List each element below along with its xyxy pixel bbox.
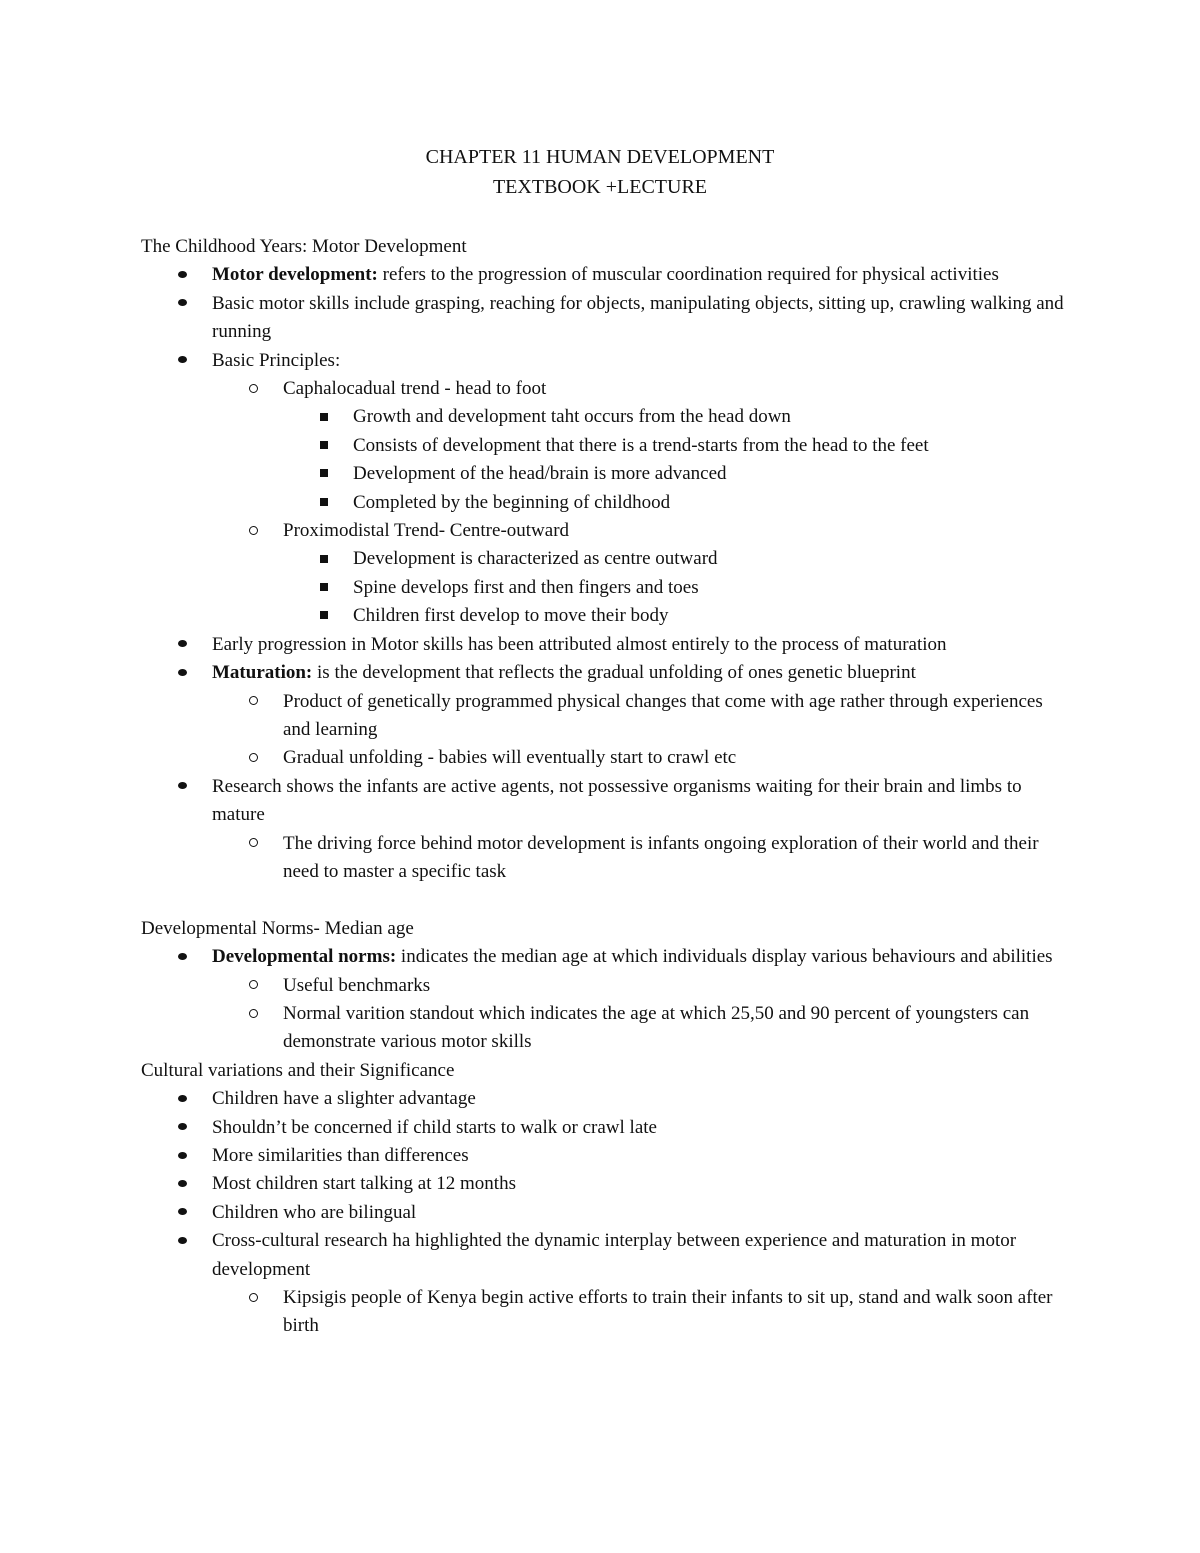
list-item bbox=[141, 631, 1066, 659]
list-item-text: Gradual unfolding - babies will eventually start to crawl etc bbox=[283, 747, 737, 769]
hollow-bullet-icon bbox=[243, 688, 263, 716]
list-item bbox=[141, 1199, 1066, 1227]
list-item bbox=[141, 1085, 1066, 1113]
list-item-text: indicates the median age at which individuals display various behaviours and abilities bbox=[396, 946, 1053, 968]
term-label: Motor development: bbox=[212, 264, 378, 286]
hollow-bullet-icon bbox=[243, 830, 263, 858]
document-title bbox=[0, 142, 1200, 202]
list-item bbox=[141, 403, 1066, 431]
filled-bullet-icon bbox=[172, 290, 192, 318]
list-item-text: Shouldn’t be concerned if child starts to walk or crawl late bbox=[212, 1116, 657, 1138]
filled-bullet-icon bbox=[172, 1170, 192, 1198]
list-item-text: is the development that reflects the gradual unfolding of ones genetic blueprint bbox=[312, 662, 916, 684]
list-item bbox=[141, 1227, 1066, 1284]
list-item bbox=[141, 574, 1066, 602]
list-item-text: Proximodistal Trend- Centre-outward bbox=[283, 520, 570, 542]
filled-bullet-icon bbox=[172, 347, 192, 375]
list-item-text: Useful benchmarks bbox=[283, 974, 431, 996]
filled-bullet-icon bbox=[172, 1142, 192, 1170]
filled-bullet-icon bbox=[172, 261, 192, 289]
list-item-text: Growth and development taht occurs from the head down bbox=[353, 406, 791, 428]
filled-bullet-icon bbox=[172, 773, 192, 801]
square-bullet-icon bbox=[314, 460, 334, 488]
hollow-bullet-icon bbox=[243, 517, 263, 545]
list-item bbox=[141, 1284, 1066, 1341]
section-heading: The Childhood Years: Motor Development bbox=[141, 236, 467, 257]
list-item-text: Consists of development that there is a trend-starts from the head to the feet bbox=[353, 434, 929, 456]
list-item bbox=[141, 1000, 1066, 1057]
list-item bbox=[141, 972, 1066, 1000]
list-item bbox=[141, 943, 1066, 971]
list-item bbox=[141, 1142, 1066, 1170]
list-item-text: The driving force behind motor development is infants ongoing exploration of their world and their need to master a specific task bbox=[283, 832, 1039, 882]
hollow-bullet-icon bbox=[243, 1000, 263, 1028]
list-item bbox=[141, 602, 1066, 630]
title-line-2: TEXTBOOK +LECTURE bbox=[492, 176, 708, 198]
list-item-text: Normal varition standout which indicates the age at which 25,50 and 90 percent of youngsters can demonstrate various motor skills bbox=[283, 1002, 1030, 1053]
filled-bullet-icon bbox=[172, 1114, 192, 1142]
list-item-text: Development of the head/brain is more advanced bbox=[353, 463, 727, 485]
list-item bbox=[141, 545, 1066, 573]
list-item-text: Research shows the infants are active agents, not possessive organisms waiting for their brain and limbs to mature bbox=[212, 775, 1022, 826]
list-item-text: Children first develop to move their body bbox=[353, 605, 669, 627]
blank-line bbox=[141, 886, 1066, 914]
list-item-text: Basic Principles: bbox=[212, 349, 341, 371]
list-item bbox=[141, 773, 1066, 830]
list-item bbox=[141, 1170, 1066, 1198]
filled-bullet-icon bbox=[172, 943, 192, 971]
term-label: Maturation: bbox=[212, 662, 313, 684]
title-line-1: CHAPTER 11 HUMAN DEVELOPMENT bbox=[425, 146, 775, 168]
list-item bbox=[141, 688, 1066, 745]
list-item-text: Cross-cultural research ha highlighted the dynamic interplay between experience and maturation in motor development bbox=[212, 1230, 1017, 1280]
list-item bbox=[141, 460, 1066, 488]
list-item-text: Spine develops first and then fingers and toes bbox=[353, 576, 699, 598]
list-item-text: Development is characterized as centre outward bbox=[353, 548, 718, 570]
hollow-bullet-icon bbox=[243, 744, 263, 772]
list-item bbox=[141, 261, 1066, 289]
section-heading: Developmental Norms- Median age bbox=[141, 917, 414, 939]
list-item bbox=[141, 347, 1066, 375]
list-item-text: Product of genetically programmed physical changes that come with age rather through experiences and learning bbox=[283, 690, 1043, 740]
square-bullet-icon bbox=[314, 545, 334, 573]
document-body bbox=[141, 233, 1066, 1341]
square-bullet-icon bbox=[314, 489, 334, 517]
list-item-text: Completed by the beginning of childhood bbox=[353, 491, 671, 513]
square-bullet-icon bbox=[314, 432, 334, 460]
hollow-bullet-icon bbox=[243, 972, 263, 1000]
square-bullet-icon bbox=[314, 602, 334, 630]
square-bullet-icon bbox=[314, 403, 334, 431]
list-item bbox=[141, 517, 1066, 545]
list-item bbox=[141, 1114, 1066, 1142]
filled-bullet-icon bbox=[172, 659, 192, 687]
list-item-text: Most children start talking at 12 months bbox=[212, 1173, 516, 1195]
square-bullet-icon bbox=[314, 574, 334, 602]
list-item bbox=[141, 830, 1066, 887]
bullet-list bbox=[141, 1085, 1066, 1341]
list-item bbox=[141, 659, 1066, 687]
hollow-bullet-icon bbox=[243, 1284, 263, 1312]
list-item-text: Early progression in Motor skills has been attributed almost entirely to the process of maturation bbox=[212, 633, 947, 655]
list-item bbox=[141, 489, 1066, 517]
list-item-text: Children who are bilingual bbox=[212, 1201, 417, 1223]
bullet-list bbox=[141, 261, 1066, 886]
list-item bbox=[141, 432, 1066, 460]
filled-bullet-icon bbox=[172, 631, 192, 659]
list-item-text: Children have a slighter advantage bbox=[212, 1088, 476, 1110]
section-motor-development bbox=[141, 233, 1066, 886]
filled-bullet-icon bbox=[172, 1199, 192, 1227]
list-item-text: refers to the progression of muscular coordination required for physical activities bbox=[377, 264, 999, 286]
section-cultural-variations bbox=[141, 1057, 1066, 1341]
section-heading: Cultural variations and their Significance bbox=[141, 1059, 455, 1081]
list-item bbox=[141, 744, 1066, 772]
list-item bbox=[141, 290, 1066, 347]
filled-bullet-icon bbox=[172, 1085, 192, 1113]
list-item-text: Basic motor skills include grasping, reaching for objects, manipulating objects, sitting up, crawling walking and running bbox=[212, 292, 1064, 343]
list-item-text: Caphalocadual trend - head to foot bbox=[283, 378, 547, 400]
bullet-list bbox=[141, 943, 1066, 1057]
filled-bullet-icon bbox=[172, 1227, 192, 1255]
term-label: Developmental norms: bbox=[212, 946, 397, 968]
section-developmental-norms bbox=[141, 915, 1066, 1057]
list-item-text: Kipsigis people of Kenya begin active efforts to train their infants to sit up, stand and walk soon after birth bbox=[283, 1287, 1053, 1337]
hollow-bullet-icon bbox=[243, 375, 263, 403]
list-item-text: More similarities than differences bbox=[212, 1144, 469, 1166]
list-item bbox=[141, 375, 1066, 403]
